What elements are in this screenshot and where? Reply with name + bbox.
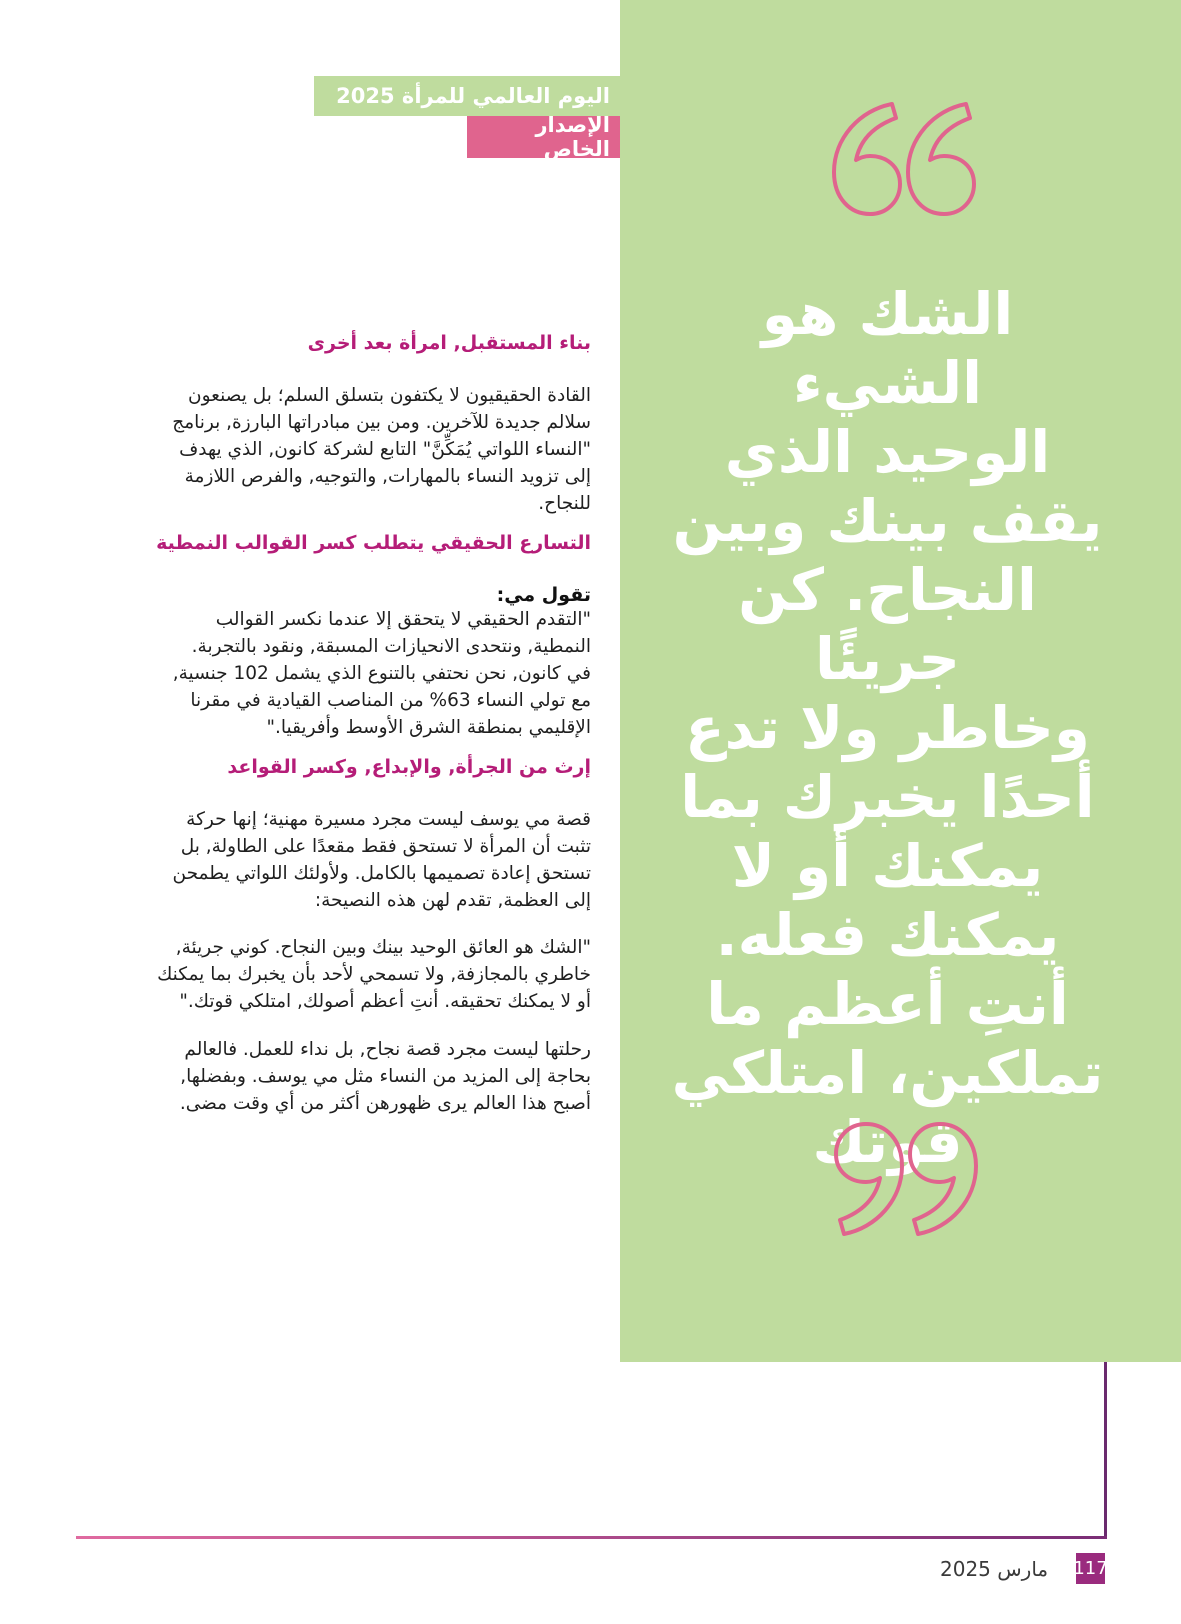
paragraph-line: تستحق إعادة تصميمها بالكامل. ولأولئك اللواتي يطمحن <box>172 863 591 884</box>
pull-quote-line: قوتك <box>812 1108 963 1176</box>
paragraph-line: "التقدم الحقيقي لا يتحقق إلا عندما نكسر القوالب <box>215 609 591 630</box>
paragraph-line: إلى تزويد النساء بالمهارات, والتوجيه, والفرص اللازمة <box>184 466 591 487</box>
speaker-label: تقول مي: <box>496 584 591 606</box>
pull-quote-line: يمكنك أو لا <box>731 832 1044 900</box>
pull-quote-line: الشك هو الشيء <box>761 280 1014 417</box>
special-edition-tag <box>467 113 620 161</box>
paragraph-line: النمطية, ونتحدى الانحيازات المسبقة, ونقود بالتجربة. <box>191 636 591 657</box>
paragraph-line: مع تولي النساء 63% من المناصب القيادية في مقرنا <box>190 690 591 711</box>
pull-quote-line: الوحيد الذي <box>724 418 1051 486</box>
section-heading: إرث من الجرأة, والإبداع, وكسر القواعد <box>227 756 591 778</box>
paragraph-line: أو لا يمكنك تحقيقه. أنتِ أعظم أصولك, امتلكي قوتك." <box>179 991 591 1012</box>
pull-quote-line: أحدًا يخبرك بما <box>680 763 1095 831</box>
issue-title: اليوم العالمي للمرأة 2025 <box>336 84 610 108</box>
issue-title-tag <box>314 76 620 116</box>
pull-quote-line: أنتِ أعظم ما <box>706 970 1069 1038</box>
close-quote-icon <box>830 1120 980 1238</box>
page-frame-bottom <box>76 1536 1107 1539</box>
paragraph-line: الإقليمي بمنطقة الشرق الأوسط وأفريقيا." <box>266 717 591 738</box>
pull-quote-line: تملكين، امتلكي <box>671 1039 1104 1107</box>
pull-quote-line: وخاطر ولا تدع <box>685 694 1090 762</box>
paragraph <box>105 382 591 517</box>
pull-quote-line: النجاح. كن جريئًا <box>738 556 1037 693</box>
page-frame-right <box>1104 1362 1107 1539</box>
paragraph <box>105 1036 591 1117</box>
paragraph <box>105 806 591 914</box>
section-heading: بناء المستقبل, امرأة بعد أخرى <box>307 332 591 354</box>
paragraph-line: إلى العظمة, تقدم لهن هذه النصيحة: <box>314 890 591 911</box>
open-quote-icon <box>830 100 980 218</box>
paragraph-line: رحلتها ليست مجرد قصة نجاح, بل نداء للعمل. فالعالم <box>184 1039 591 1060</box>
paragraph <box>105 934 591 1015</box>
paragraph-line: "النساء اللواتي يُمَكِّنَّ" التابع لشركة كانون, الذي يهدف <box>179 439 591 460</box>
paragraph-line: سلالم جديدة للآخرين. ومن بين مبادراتها البارزة, برنامج <box>172 412 591 433</box>
paragraph-line: القادة الحقيقيون لا يكتفون بتسلق السلم؛ بل يصنعون <box>188 385 591 406</box>
pull-quote-line: يمكنك فعله. <box>715 901 1060 969</box>
issue-date: مارس 2025 <box>940 1556 1049 1581</box>
section-heading: التسارع الحقيقي يتطلب كسر القوالب النمطية <box>156 532 591 554</box>
pull-quote-line: يقف بينك وبين <box>672 487 1103 555</box>
paragraph-line: تثبت أن المرأة لا تستحق فقط مقعدًا على الطاولة, بل <box>180 836 591 857</box>
paragraph-line: في كانون, نحن نحتفي بالتنوع الذي يشمل 102 جنسية, <box>172 663 591 684</box>
paragraph-line: بحاجة إلى المزيد من النساء مثل مي يوسف. وبفضلها, <box>180 1066 591 1087</box>
paragraph <box>105 606 591 741</box>
page-number: 117 <box>1076 1553 1105 1584</box>
special-edition-label: الإصدار الخاص <box>535 113 610 161</box>
paragraph-line: للنجاح. <box>538 493 591 514</box>
paragraph-line: قصة مي يوسف ليست مجرد مسيرة مهنية؛ إنها حركة <box>186 809 591 830</box>
paragraph-line: "الشك هو العائق الوحيد بينك وبين النجاح. كوني جريئة, <box>175 937 591 958</box>
paragraph-line: خاطري بالمجازفة, ولا تسمحي لأحد بأن يخبرك بما يمكنك <box>157 964 591 985</box>
paragraph-line: أصبح هذا العالم يرى ظهورهن أكثر من أي وقت مضى. <box>179 1093 591 1114</box>
pull-quote <box>660 280 1115 1177</box>
